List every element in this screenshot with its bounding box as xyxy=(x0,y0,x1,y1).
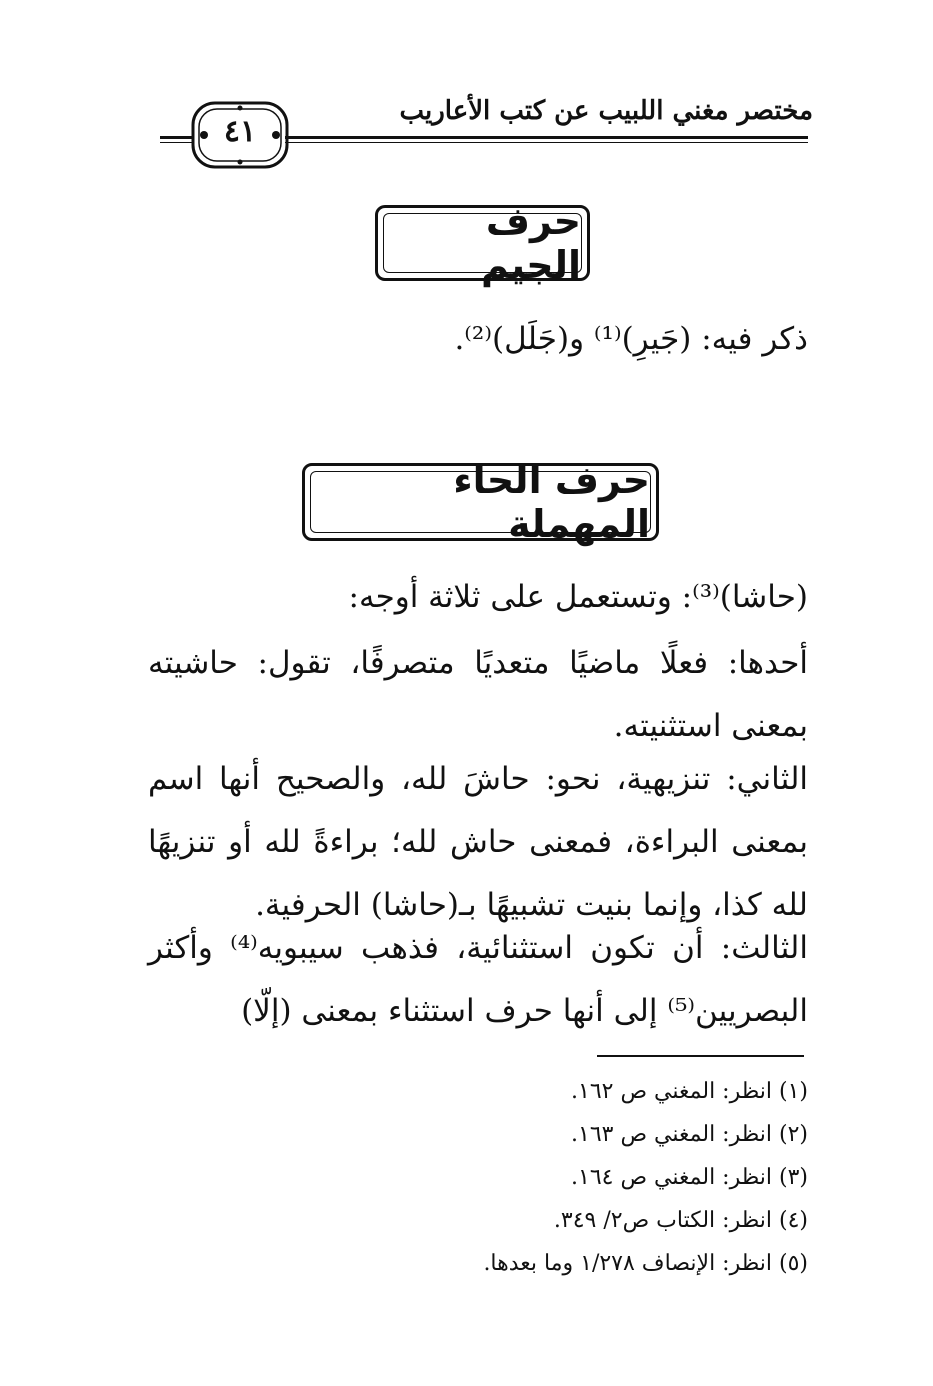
footnote: (٤) انظر: الكتاب ص٢/ ٣٤٩. xyxy=(553,1208,808,1233)
header-rule-left xyxy=(160,136,194,143)
section-title-box xyxy=(302,458,659,546)
paragraph: الثالث: أن تكون استثنائية، فذهب سيبويه⁽⁴⁾ وأكثر البصريين⁽⁵⁾ إلى أنها حرف استثناء بمعنى (إلّا) xyxy=(148,930,808,1029)
paragraph: الثاني: تنزيهية، نحو: حاشَ لله، والصحيح أنها اسم بمعنى البراءة، فمعنى حاش لله؛ براءةً لله أو تنزيهًا لله كذا، وإنما بنيت تشبيهًا بـ(حاشا) الحرفية. xyxy=(148,761,808,923)
paragraph: ذكر فيه: (جَيرِ)⁽¹⁾ و(جَلَل)⁽²⁾. xyxy=(454,321,808,357)
paragraph: أحدها: فعلًا ماضيًا متعديًا متصرفًا، تقول: حاشيته بمعنى استثنيته. xyxy=(148,645,808,744)
section-title-box xyxy=(375,199,590,287)
paragraph: (حاشا)⁽³⁾: وتستعمل على ثلاثة أوجه: xyxy=(348,579,808,615)
running-title: مختصر مغني اللبيب عن كتب الأعاريب xyxy=(399,96,813,126)
section-title: حرف الحاء المهملة xyxy=(310,471,651,533)
footnote-rule xyxy=(597,1055,804,1057)
footnote: (٢) انظر: المغني ص ١٦٣. xyxy=(571,1122,808,1147)
footnote: (١) انظر: المغني ص ١٦٢. xyxy=(571,1079,808,1104)
page-number: ٤١ xyxy=(223,114,257,149)
header-rule xyxy=(285,136,808,143)
footnote: (٣) انظر: المغني ص ١٦٤. xyxy=(571,1165,808,1190)
footnote: (٥) انظر: الإنصاف ١/٢٧٨ وما بعدها. xyxy=(483,1251,808,1276)
footnotes xyxy=(148,1070,808,1285)
section-title: حرف الجيم xyxy=(383,213,582,273)
